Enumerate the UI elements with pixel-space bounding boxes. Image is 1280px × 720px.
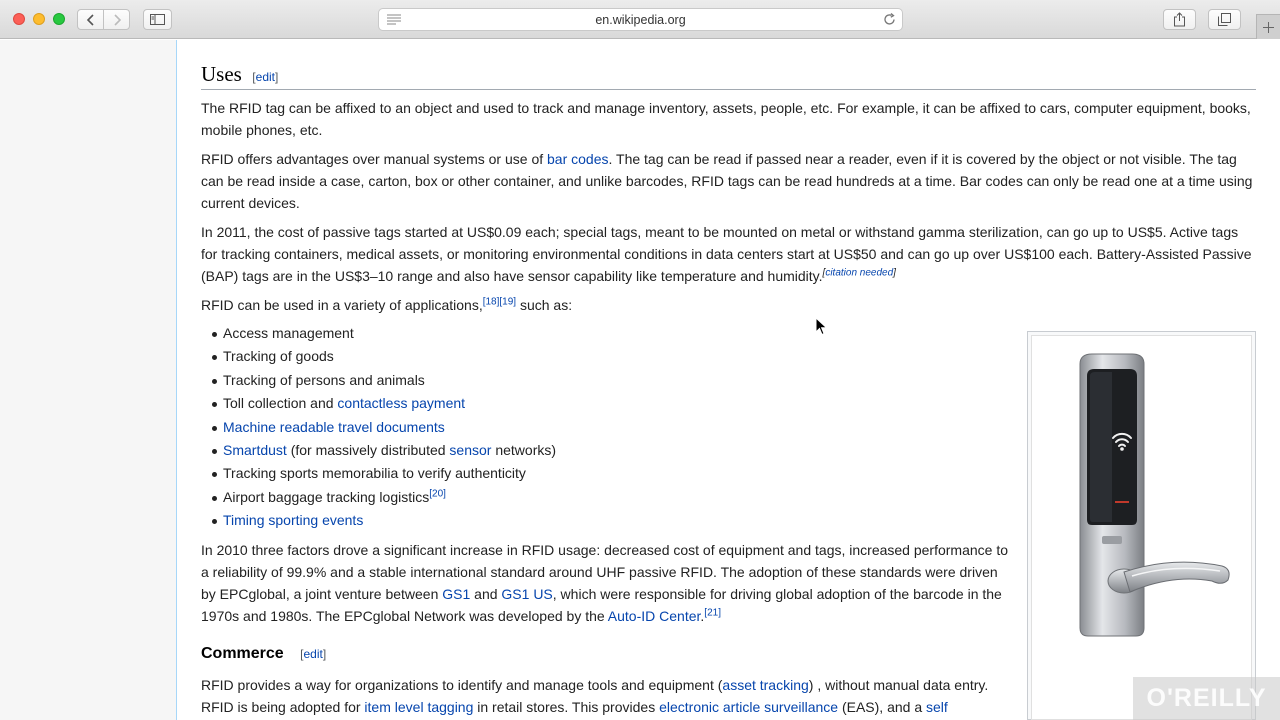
text-span: . bbox=[700, 608, 705, 624]
text-span: RFID provides a way for organizations to identify and manage tools and equipment ( bbox=[201, 677, 723, 693]
reference-19-link[interactable]: [19] bbox=[499, 296, 517, 308]
zoom-window-button[interactable] bbox=[53, 13, 65, 25]
address-bar[interactable] bbox=[378, 8, 903, 31]
list-item-text: Tracking sports memorabilia to verify authenticity bbox=[223, 465, 526, 482]
paragraph-commerce bbox=[201, 674, 1011, 718]
chevron-right-icon bbox=[112, 14, 122, 26]
list-item bbox=[201, 509, 801, 532]
paragraph-applications bbox=[201, 294, 1256, 316]
reference-21-link[interactable]: [21] bbox=[704, 607, 721, 619]
paragraph-cost bbox=[201, 221, 1256, 287]
text-span: In 2010 three factors drove a significant increase in RFID usage: decreased cost of equipment and tags, increased performance to a reliability of 99.9% and a stable international standard around UHF passive RFID. The adoption of these standards were driven by EPCglobal, a joint venture between bbox=[201, 542, 1009, 602]
text-span: , which were responsible for driving global adoption of the barcode in the 1970s and 1980s. The EPCglobal Network was developed by the bbox=[201, 586, 1002, 624]
list-item-text: Airport baggage tracking logistics bbox=[223, 488, 430, 505]
smartdust-link[interactable]: Smartdust bbox=[223, 441, 287, 458]
citation-needed-link[interactable]: citation needed bbox=[825, 267, 894, 279]
sidebar-toggle-button[interactable] bbox=[143, 9, 172, 30]
back-button[interactable] bbox=[77, 9, 104, 30]
list-item bbox=[201, 392, 801, 415]
gs1-us-link[interactable]: GS1 US bbox=[501, 586, 553, 602]
paragraph-2010-factors bbox=[201, 539, 1011, 627]
list-item bbox=[201, 486, 801, 509]
text-span: ) , without manual data entry. RFID is being adopted for bbox=[201, 677, 989, 715]
new-tab-button[interactable] bbox=[1256, 14, 1280, 39]
text-span: such as: bbox=[516, 297, 573, 313]
rfid-door-lock-illustration bbox=[1032, 336, 1253, 720]
citation-needed bbox=[823, 267, 896, 278]
close-window-button[interactable] bbox=[13, 13, 25, 25]
list-item-text: Tracking of goods bbox=[223, 348, 334, 365]
reference-18-link[interactable]: [18] bbox=[482, 296, 500, 308]
tabs-overview-icon bbox=[1218, 13, 1231, 26]
list-item bbox=[201, 369, 801, 392]
text-span: and bbox=[470, 586, 502, 602]
edit-bracket-open: [ bbox=[252, 70, 256, 84]
text-span: in retail stores. This provides bbox=[473, 699, 660, 715]
list-item bbox=[201, 439, 801, 462]
asset-tracking-link[interactable]: asset tracking bbox=[722, 677, 809, 693]
share-icon bbox=[1173, 12, 1186, 27]
list-item bbox=[201, 462, 801, 485]
text-span: . The tag can be read if passed near a reader, even if it is covered by the object or not visible. The tag can be read inside a case, carton, box or other container, and unlike barcodes, RFID tags can be read hundreds at a time. Bar codes can only be read one at a time using current devices. bbox=[201, 151, 1253, 211]
sensor-link[interactable]: sensor bbox=[449, 441, 492, 458]
edit-link[interactable]: edit bbox=[255, 70, 275, 84]
rfid-door-lock-image[interactable] bbox=[1031, 335, 1252, 720]
section-heading-uses bbox=[201, 62, 1256, 90]
show-tabs-button[interactable] bbox=[1208, 9, 1241, 30]
electronic-article-surveillance-link[interactable]: electronic article surveillance bbox=[659, 699, 839, 715]
text-span: RFID offers advantages over manual systems or use of bbox=[201, 151, 548, 167]
subsection-title: Commerce bbox=[201, 645, 284, 662]
sidebar-icon bbox=[150, 14, 165, 25]
chevron-left-icon bbox=[86, 14, 96, 26]
paragraph-advantages bbox=[201, 148, 1256, 214]
edit-bracket-open: [ bbox=[300, 647, 304, 661]
plus-icon bbox=[1263, 22, 1274, 33]
subsection-edit bbox=[300, 647, 326, 661]
list-item-text: Access management bbox=[223, 325, 354, 341]
edit-link[interactable]: edit bbox=[303, 647, 323, 661]
share-button[interactable] bbox=[1163, 9, 1196, 30]
section-edit bbox=[252, 70, 278, 84]
list-item-text: (for massively distributed bbox=[286, 441, 450, 458]
text-span: (EAS), and a bbox=[838, 699, 926, 715]
applications-list bbox=[201, 322, 801, 533]
edit-bracket-close: ] bbox=[275, 70, 279, 84]
oreilly-watermark: O'REILLY bbox=[1133, 677, 1280, 720]
travel-documents-link[interactable]: Machine readable travel documents bbox=[223, 418, 445, 435]
list-item-text: networks) bbox=[491, 441, 557, 458]
cite-bracket: [ bbox=[822, 267, 826, 279]
timing-sporting-events-link[interactable]: Timing sporting events bbox=[223, 512, 364, 529]
reference-20-link[interactable]: [20] bbox=[429, 488, 446, 500]
self-link[interactable]: self bbox=[926, 699, 948, 715]
list-item bbox=[201, 345, 801, 368]
list-item bbox=[201, 416, 801, 439]
subsection-heading-commerce bbox=[201, 645, 326, 663]
gs1-link[interactable]: GS1 bbox=[442, 586, 471, 602]
mouse-cursor-icon bbox=[815, 317, 828, 336]
cite-bracket: ] bbox=[893, 267, 896, 279]
item-level-tagging-link[interactable]: item level tagging bbox=[364, 699, 474, 715]
paragraph-intro: The RFID tag can be affixed to an object and used to track and manage inventory, assets, people, etc. For example, it can be affixed to cars, computer equipment, books, mobile phones, etc. bbox=[201, 100, 1251, 138]
minimize-window-button[interactable] bbox=[33, 13, 45, 25]
auto-id-center-link[interactable]: Auto-ID Center bbox=[607, 608, 701, 624]
list-item bbox=[201, 322, 801, 345]
text-span: RFID can be used in a variety of applications, bbox=[201, 297, 483, 313]
list-item-text: Tracking of persons and animals bbox=[223, 371, 425, 388]
wikipedia-sidebar bbox=[0, 40, 176, 720]
section-title: Uses bbox=[201, 62, 242, 86]
image-thumbnail[interactable] bbox=[1027, 331, 1256, 720]
text-span: In 2011, the cost of passive tags started at US$0.09 each; special tags, meant to be mounted on metal or withstand gamma sterilization, can go up to US$5. Active tags for tracking containers, medical assets, or monitoring environmental conditions in data centers start at US$50 and can go up over US$100 each. Battery-Assisted Passive (BAP) tags are in the US$3–10 range and also have sensor capability like temperature and humidity. bbox=[201, 224, 1252, 284]
list-item-text: Toll collection and bbox=[223, 395, 338, 412]
bar-codes-link[interactable]: bar codes bbox=[547, 151, 609, 167]
edit-bracket-close: ] bbox=[322, 647, 327, 661]
browser-toolbar bbox=[0, 0, 1280, 39]
forward-button[interactable] bbox=[103, 9, 130, 30]
contactless-payment-link[interactable]: contactless payment bbox=[337, 395, 466, 412]
reload-icon[interactable] bbox=[883, 13, 896, 26]
url-text: en.wikipedia.org bbox=[595, 13, 686, 27]
